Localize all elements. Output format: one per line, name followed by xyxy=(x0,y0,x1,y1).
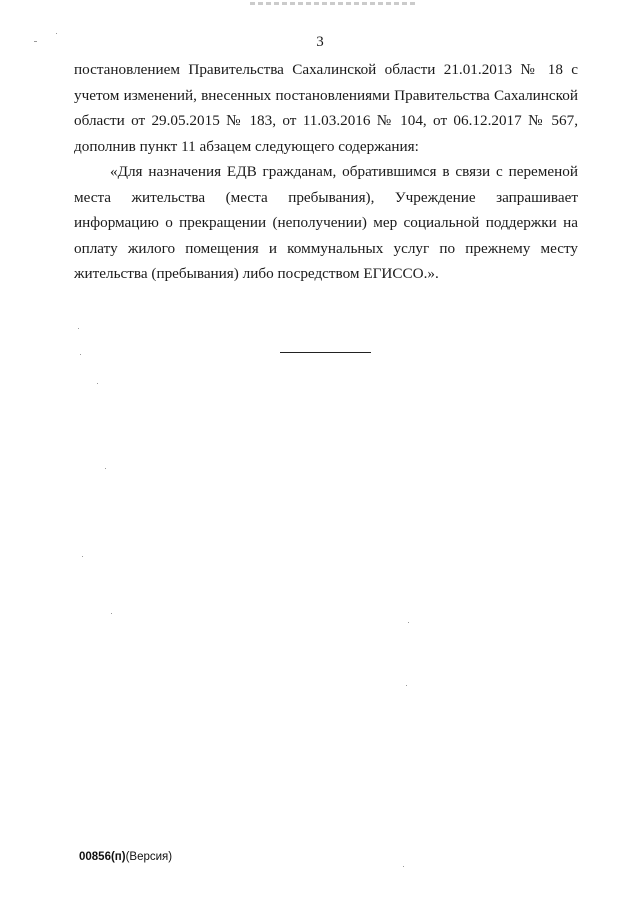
document-version: (Версия) xyxy=(125,851,173,863)
scan-speck xyxy=(111,613,112,614)
scan-speck xyxy=(105,468,106,469)
scan-speck xyxy=(97,383,98,384)
page-number: 3 xyxy=(316,34,324,50)
footer-document-code xyxy=(79,851,172,863)
scan-speck xyxy=(78,328,79,329)
scan-speck xyxy=(34,41,37,42)
scan-speck xyxy=(82,556,83,557)
scan-speck xyxy=(408,622,409,623)
paragraph-amendment: постановлением Правительства Сахалинской области 21.01.2013 № 18 с учетом изменений, внесенных постановлениями Правительства Сахалинской области от 29.05.2015 № 183, от 11.03.2016 № 104, от 06.12.2017 № 567, дополнив пункт 11 абзацем следующего содержания: xyxy=(74,61,578,155)
scan-speck xyxy=(56,33,57,34)
scan-speck xyxy=(406,685,407,686)
paragraph-quoted-text: «Для назначения ЕДВ гражданам, обратившимся в связи с переменой места жительства (места пребывания), Учреждение запрашивает информацию о прекращении (неполучении) мер социальной поддержки на оплату жилого помещения и коммунальных услуг по прежнему месту жительства (пребывания) либо посредством ЕГИССО.». xyxy=(74,163,578,282)
scan-speck xyxy=(403,866,404,867)
document-code: 00856(п) xyxy=(79,851,126,863)
scan-artifact xyxy=(250,2,418,5)
scan-speck xyxy=(80,354,81,355)
separator-line xyxy=(280,352,371,353)
